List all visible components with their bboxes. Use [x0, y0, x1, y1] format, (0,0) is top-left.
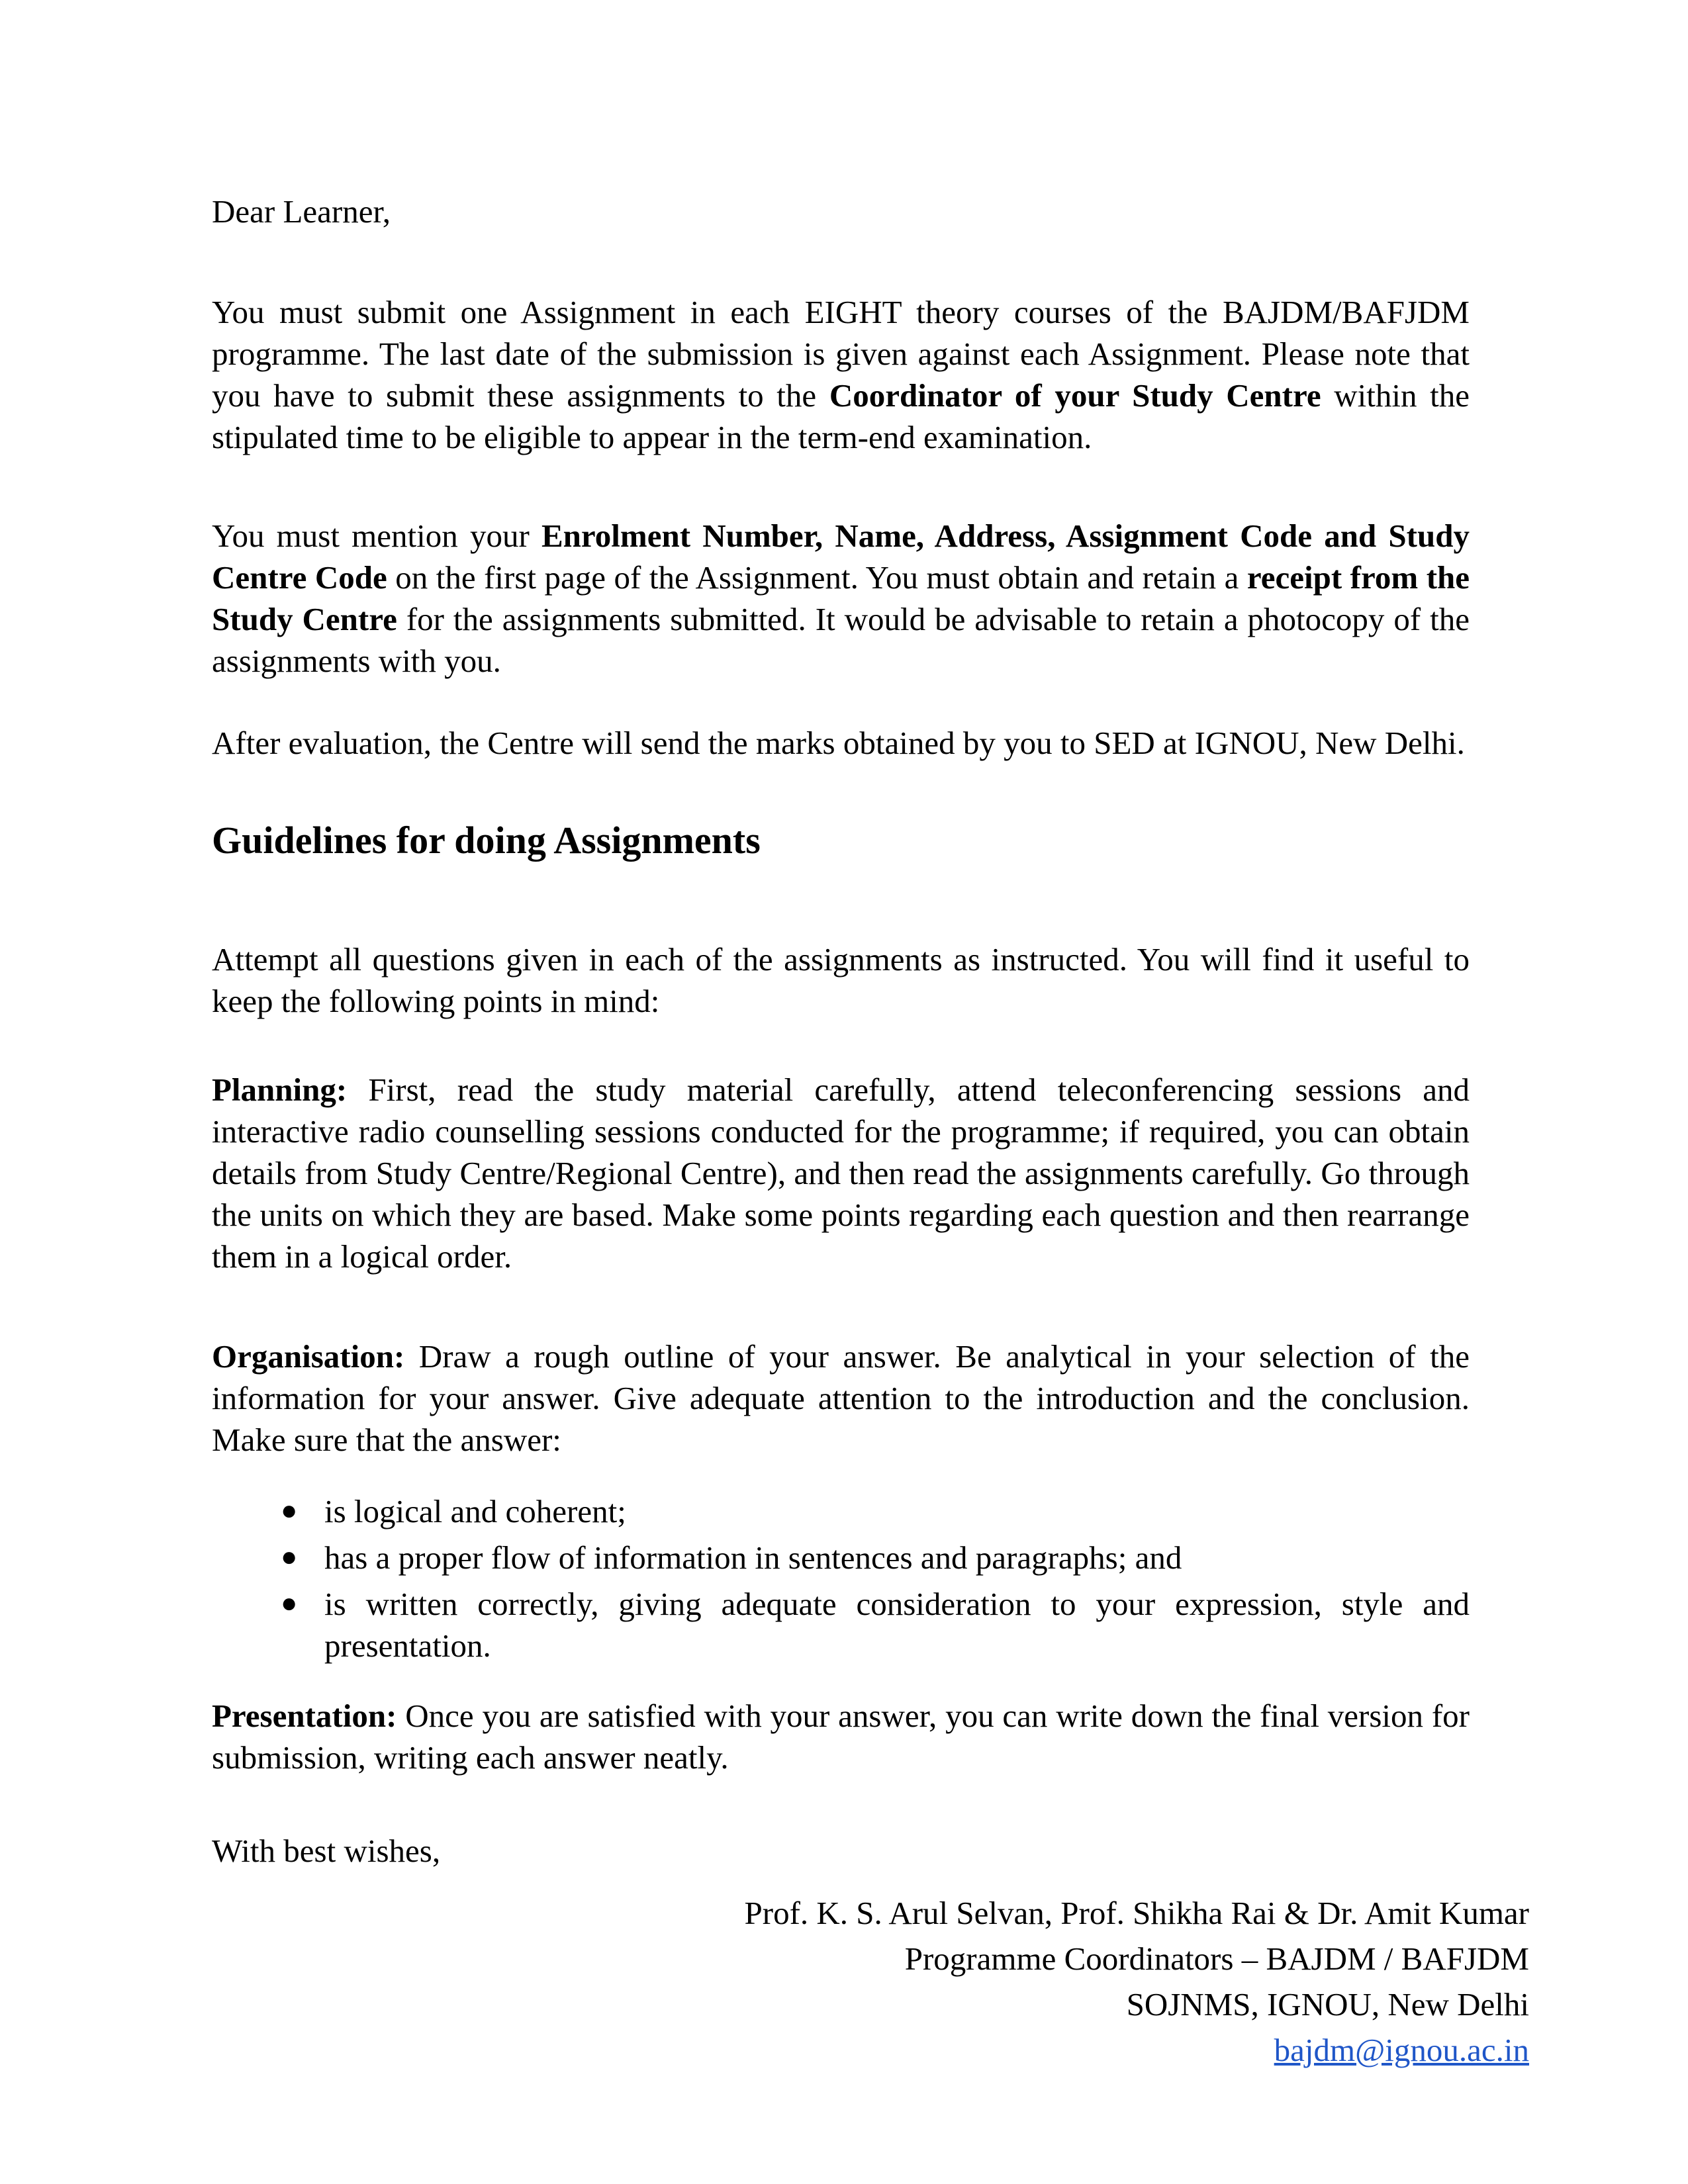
paragraph-mention [212, 515, 1470, 682]
paragraph-mention-text: You must mention your [212, 518, 541, 554]
presentation-label: Presentation: [212, 1698, 397, 1734]
signature-role: Programme Coordinators – BAJDM / BAFJDM [904, 1940, 1529, 1977]
guidelines-heading: Guidelines for doing Assignments [212, 819, 761, 862]
list-item-text: has a proper flow of information in sentences and paragraphs; and [324, 1539, 1182, 1576]
signature-block [212, 1890, 1529, 2073]
paragraph-mention-text-end: for the assignments submitted. It would be advisable to retain a photocopy of the assignments with you. [212, 601, 1470, 679]
closing-line: With best wishes, [212, 1833, 441, 1869]
paragraph-mention-bold-identifiers: Enrolment Number, Name, Address, Assignment Code and Study Centre Code [212, 518, 1470, 596]
paragraph-submission-text-end: within the stipulated time to be eligible to appear in the term-end examination. [212, 377, 1470, 455]
list-item-text: is logical and coherent; [324, 1493, 626, 1529]
paragraph-presentation [212, 1695, 1470, 1778]
salutation: Dear Learner, [212, 193, 391, 230]
paragraph-evaluation: After evaluation, the Centre will send the marks obtained by you to SED at IGNOU, New Delhi. [212, 725, 1465, 761]
paragraph-submission [212, 291, 1470, 458]
signature-institution: SOJNMS, IGNOU, New Delhi [1126, 1986, 1529, 2023]
paragraph-submission-bold: Coordinator of your Study Centre [829, 377, 1321, 414]
bullet-icon: ● [281, 1542, 298, 1572]
paragraph-mention-bold-receipt: receipt from the Study Centre [212, 559, 1470, 637]
planning-text: First, read the study material carefully, attend teleconferencing sessions and interactive radio counselling sessions conducted for the programme; if required, you can obtain details from Study Centre/Regional Centre), and then read the assignments carefully. Go through the units on which they are based. Make some points regarding each question and then rearrange them in a logical order. [212, 1071, 1470, 1275]
signature-names: Prof. K. S. Arul Selvan, Prof. Shikha Rai & Dr. Amit Kumar [744, 1895, 1529, 1931]
planning-label: Planning: [212, 1071, 348, 1108]
bullet-icon: ● [281, 1496, 298, 1526]
paragraph-mention-text-mid: on the first page of the Assignment. You must obtain and retain a [387, 559, 1247, 596]
bullet-icon: ● [281, 1588, 298, 1619]
paragraph-submission-text: You must submit one Assignment in each EIGHT theory courses of the BAJDM/BAFJDM programme. The last date of the submission is given against each Assignment. Please note that you have to submit these assignments to the [212, 294, 1470, 414]
presentation-text: Once you are satisfied with your answer, you can write down the final version for submission, writing each answer neatly. [212, 1698, 1470, 1776]
list-item [212, 1490, 1470, 1532]
organisation-text: Draw a rough outline of your answer. Be analytical in your selection of the information for your answer. Give adequate attention to the introduction and the conclusion. Make sure that the answer: [212, 1338, 1470, 1458]
email-link[interactable]: bajdm@ignou.ac.in [1274, 2032, 1529, 2068]
organisation-label: Organisation: [212, 1338, 405, 1375]
list-item [212, 1537, 1470, 1578]
answer-criteria-list [212, 1490, 1470, 1666]
list-item [212, 1583, 1470, 1666]
paragraph-organisation [212, 1336, 1470, 1461]
list-item-text: is written correctly, giving adequate consideration to your expression, style and presentation. [324, 1586, 1470, 1664]
paragraph-planning [212, 1069, 1470, 1277]
paragraph-attempt: Attempt all questions given in each of the assignments as instructed. You will find it useful to keep the following points in mind: [212, 941, 1470, 1019]
